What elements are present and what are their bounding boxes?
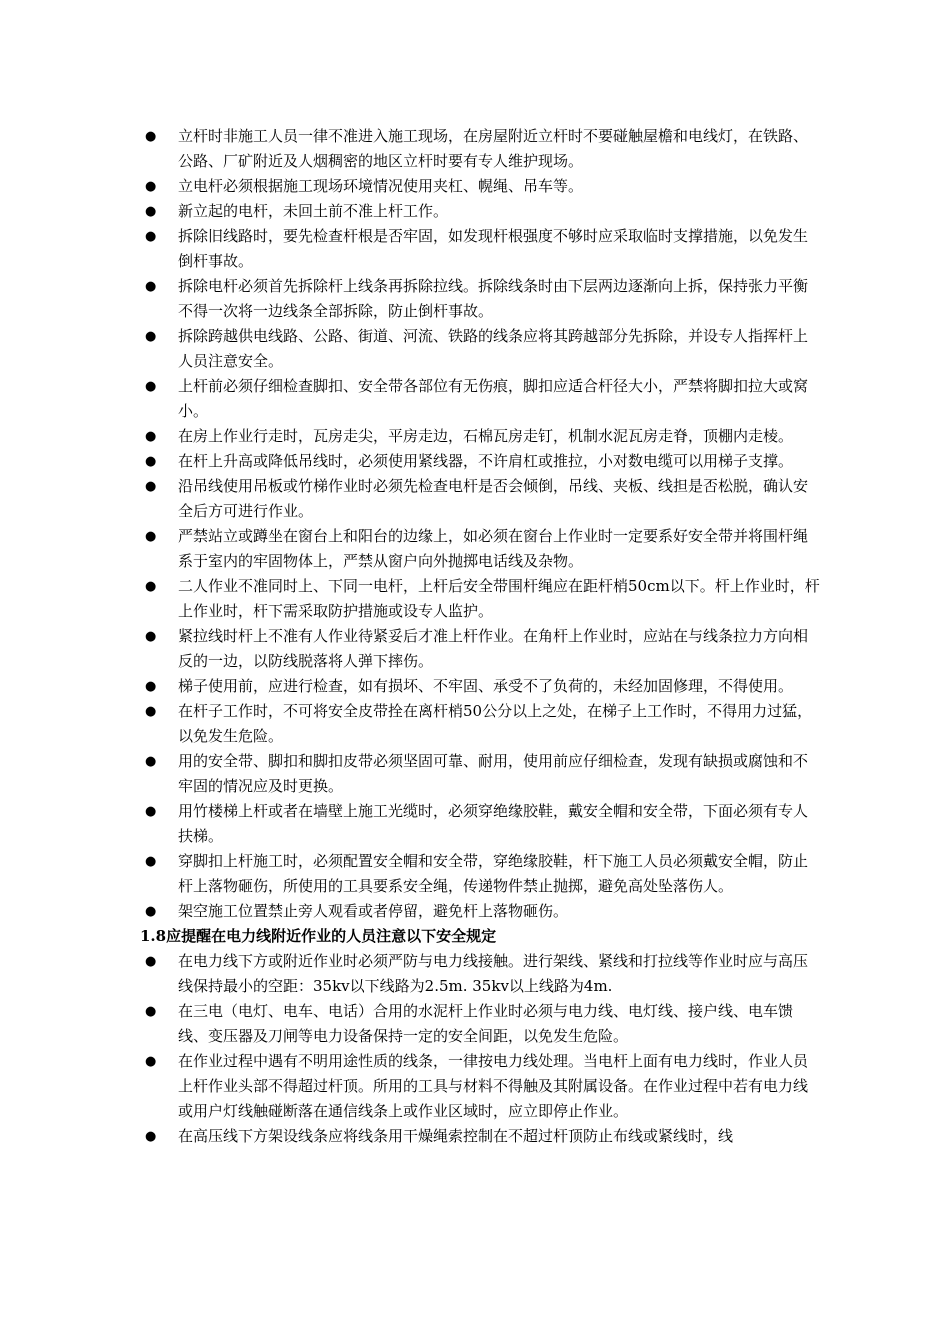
list-item-text: 立杆时非施工人员一律不准进入施工现场，在房屋附近立杆时不要碰触屋檐和电线灯，在铁路、公路、厂矿附近及人烟稠密的地区立杆时要有专人维护现场。 [178,127,809,170]
list-item [140,899,820,924]
list-item [140,574,820,624]
list-item [140,274,820,324]
bullet-icon: ● [145,804,157,819]
bullet-icon: ● [145,679,157,694]
bullet-icon: ● [145,479,157,494]
list-item-text: 梯子使用前，应进行检查，如有损坏、不牢固、承受不了负荷的，未经加固修理，不得使用。 [178,677,794,695]
bullet-icon: ● [145,129,157,144]
list-item-text: 在三电（电灯、电车、电话）合用的水泥杆上作业时必须与电力线、电灯线、接户线、电车馈线、变压器及刀闸等电力设备保持一定的安全间距，以免发生危险。 [178,1002,794,1045]
list-item [140,749,820,799]
list-item [140,449,820,474]
list-item-text: 用的安全带、脚扣和脚扣皮带必须坚固可靠、耐用，使用前应仔细检查，发现有缺损或腐蚀和不牢固的情况应及时更换。 [178,752,809,795]
list-item-text: 二人作业不准同时上、下同一电杆，上杆后安全带围杆绳应在距杆梢50cm以下。杆上作业时，杆上作业时，杆下需采取防护措施或设专人监护。 [178,577,820,620]
list-item [140,224,820,274]
list-item-text: 架空施工位置禁止旁人观看或者停留，避免杆上落物砸伤。 [178,902,569,920]
list-item [140,999,820,1049]
list-item [140,199,820,224]
list-item [140,849,820,899]
bullet-icon: ● [145,704,157,719]
list-item-text: 拆除跨越供电线路、公路、街道、河流、铁路的线条应将其跨越部分先拆除，并设专人指挥杆上人员注意安全。 [178,327,809,370]
power-line-rules-list [140,949,820,1149]
list-item-text: 在杆子工作时，不可将安全皮带拴在离杆梢50公分以上之处，在梯子上工作时，不得用力过猛，以免发生危险。 [178,702,813,745]
list-item [140,624,820,674]
list-item-text: 立电杆必须根据施工现场环境情况使用夹杠、幌绳、吊车等。 [178,177,584,195]
bullet-icon: ● [145,1129,157,1144]
list-item-text: 拆除旧线路时，要先检查杆根是否牢固，如发现杆根强度不够时应采取临时支撑措施，以免发生倒杆事故。 [178,227,809,270]
list-item [140,1124,820,1149]
bullet-icon: ● [145,1004,157,1019]
list-item [140,324,820,374]
list-item [140,374,820,424]
list-item-text: 严禁站立或蹲坐在窗台上和阳台的边缘上，如必须在窗台上作业时一定要系好安全带并将围杆绳系于室内的牢固物体上，严禁从窗户向外抛掷电话线及杂物。 [178,527,809,570]
list-item-text: 拆除电杆必须首先拆除杆上线条再拆除拉线。拆除线条时由下层两边逐渐向上拆，保持张力平衡不得一次将一边线条全部拆除，防止倒杆事故。 [178,277,809,320]
list-item [140,524,820,574]
list-item [140,1049,820,1124]
list-item-text: 紧拉线时杆上不准有人作业待紧妥后才准上杆作业。在角杆上作业时，应站在与线条拉力方向相反的一边，以防线脱落将人弹下摔伤。 [178,627,809,670]
list-item [140,799,820,849]
bullet-icon: ● [145,329,157,344]
bullet-icon: ● [145,854,157,869]
bullet-icon: ● [145,379,157,394]
list-item [140,474,820,524]
bullet-icon: ● [145,204,157,219]
bullet-icon: ● [145,229,157,244]
document-content [140,124,820,1149]
list-item-text: 用竹楼梯上杆或者在墙壁上施工光缆时，必须穿绝缘胶鞋，戴安全帽和安全带，下面必须有专人扶梯。 [178,802,809,845]
bullet-icon: ● [145,179,157,194]
list-item-text: 新立起的电杆，未回土前不准上杆工作。 [178,202,449,220]
list-item [140,174,820,199]
section-heading: 1.8应提醒在电力线附近作业的人员注意以下安全规定 [140,927,497,945]
list-item-text: 在杆上升高或降低吊线时，必须使用紧线器，不许肩杠或推拉，小对数电缆可以用梯子支撑。 [178,452,794,470]
bullet-icon: ● [145,754,157,769]
list-item-text: 在房上作业行走时，瓦房走尖，平房走边，石棉瓦房走钉，机制水泥瓦房走脊，顶棚内走棱。 [178,427,794,445]
list-item [140,949,820,999]
bullet-icon: ● [145,954,157,969]
list-item-text: 在作业过程中遇有不明用途性质的线条，一律按电力线处理。当电杆上面有电力线时，作业人员上杆作业头部不得超过杆顶。所用的工具与材料不得触及其附属设备。在作业过程中若有电力线或用户灯线触碰断落在通信线条上或作业区域时，应立即停止作业。 [178,1052,809,1120]
bullet-icon: ● [145,579,157,594]
list-item [140,124,820,174]
bullet-icon: ● [145,629,157,644]
bullet-icon: ● [145,454,157,469]
list-item-text: 在高压线下方架设线条应将线条用干燥绳索控制在不超过杆顶防止布线或紧线时，线 [178,1127,734,1145]
list-item [140,699,820,749]
list-item [140,674,820,699]
bullet-icon: ● [145,529,157,544]
bullet-icon: ● [145,1054,157,1069]
bullet-icon: ● [145,279,157,294]
list-item-text: 在电力线下方或附近作业时必须严防与电力线接触。进行架线、紧线和打拉线等作业时应与高压线保持最小的空距：35kv以下线路为2.5m. 35kv以上线路为4m. [178,952,809,995]
list-item [140,424,820,449]
list-item-text: 沿吊线使用吊板或竹梯作业时必须先检查电杆是否会倾倒，吊线、夹板、线担是否松脱，确认安全后方可进行作业。 [178,477,809,520]
list-item-text: 上杆前必须仔细检查脚扣、安全带各部位有无伤痕，脚扣应适合杆径大小，严禁将脚扣拉大或窝小。 [178,377,809,420]
bullet-icon: ● [145,904,157,919]
safety-rules-list [140,124,820,924]
bullet-icon: ● [145,429,157,444]
list-item-text: 穿脚扣上杆施工时，必须配置安全帽和安全带，穿绝缘胶鞋，杆下施工人员必须戴安全帽，防止杆上落物砸伤，所使用的工具要系安全绳，传递物件禁止抛掷，避免高处坠落伤人。 [178,852,809,895]
